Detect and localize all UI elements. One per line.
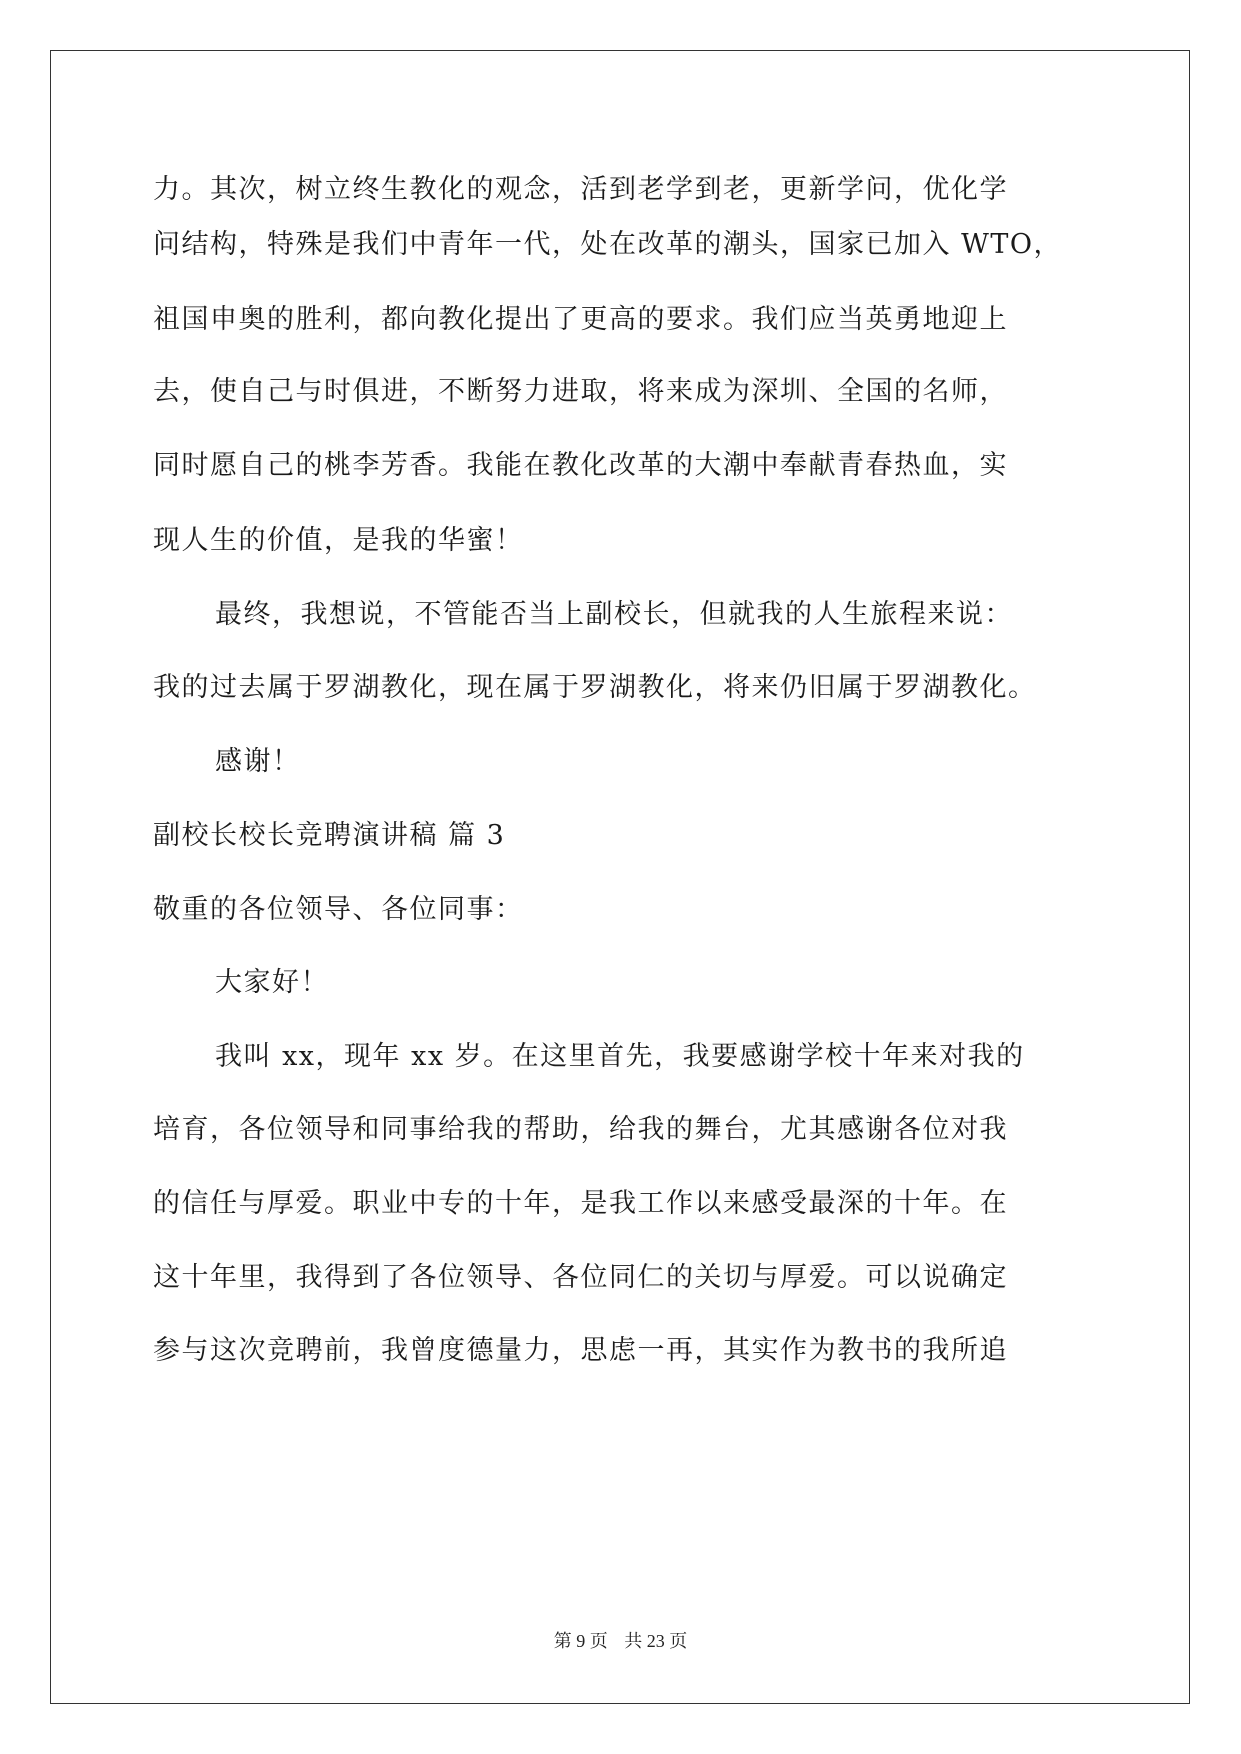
text-line: 参与这次竞聘前，我曾度德量力，思虑一再，其实作为教书的我所追 (153, 1335, 1008, 1366)
text-line: 去，使自己与时俱进，不断努力进取，将来成为深圳、全国的名师， (153, 376, 1008, 407)
text-line: 感谢！ (215, 746, 301, 777)
text-line: 的信任与厚爱。职业中专的十年，是我工作以来感受最深的十年。在 (153, 1188, 1008, 1219)
page-number: 第 9 页 (553, 1631, 608, 1651)
text-line: 力。其次，树立终生教化的观念，活到老学到老，更新学问，优化学 (153, 174, 1008, 205)
page-border (50, 50, 1190, 1704)
text-line: 这十年里，我得到了各位领导、各位同仁的关切与厚爱。可以说确定 (153, 1262, 1008, 1293)
text-line: 培育，各位领导和同事给我的帮助，给我的舞台，尤其感谢各位对我 (153, 1114, 1008, 1145)
text-line: 我叫 xx，现年 xx 岁。在这里首先，我要感谢学校十年来对我的 (215, 1041, 1025, 1072)
text-line: 现人生的价值，是我的华蜜！ (153, 525, 524, 556)
text-line: 最终，我想说，不管能否当上副校长，但就我的人生旅程来说： (215, 599, 1013, 630)
page-footer (0, 1627, 1241, 1653)
page-total: 共 23 页 (624, 1631, 688, 1651)
text-line: 祖国申奥的胜利，都向教化提出了更高的要求。我们应当英勇地迎上 (153, 304, 1008, 335)
salutation: 敬重的各位领导、各位同事： (153, 894, 524, 925)
greeting: 大家好！ (215, 967, 329, 998)
text-line: 我的过去属于罗湖教化，现在属于罗湖教化，将来仍旧属于罗湖教化。 (153, 672, 1037, 703)
section-heading: 副校长校长竞聘演讲稿 篇 3 (153, 820, 506, 851)
text-line: 问结构，特殊是我们中青年一代，处在改革的潮头，国家已加入 WTO， (153, 229, 1062, 260)
text-line: 同时愿自己的桃李芳香。我能在教化改革的大潮中奉献青春热血，实 (153, 450, 1008, 481)
